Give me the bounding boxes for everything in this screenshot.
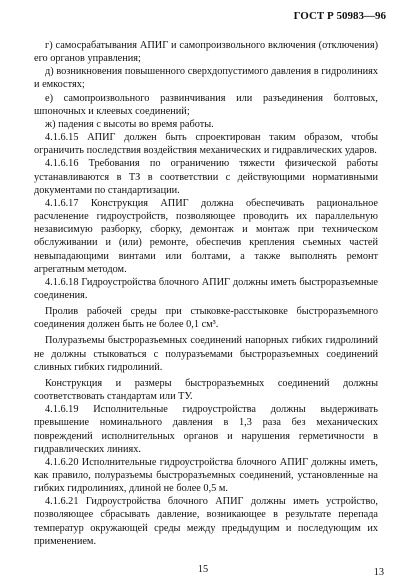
list-item-e: е) самопроизвольного развинчивания или разъединения болтовых, шпоночных и клеевых соединений; <box>34 92 378 117</box>
clause-4-1-6-18: 4.1.6.18 Гидроустройства блочного АПИГ должны иметь быстроразъемные соединения. <box>34 276 378 301</box>
page-number-center: 15 <box>197 564 209 575</box>
clause-4-1-6-15: 4.1.6.15 АПИГ должен быть спроектирован таким образом, чтобы ограничить последствия воздействия механических и гидравлических ударов. <box>34 132 378 157</box>
list-item-d: д) возникновения повышенного сверхдопустимого давления в гидролиниях и емкостях; <box>34 66 378 91</box>
paragraph-half-couplings: Полуразъемы быстроразъемных соединений напорных гибких гидролиний не должны стыковаться с полуразъемами быстроразъемных соединений сливных гибких гидролиний. <box>34 335 378 373</box>
document-body <box>34 39 378 548</box>
page-number-right: 13 <box>373 567 384 578</box>
clause-4-1-6-20: 4.1.6.20 Исполнительные гидроустройства блочного АПИГ должны иметь, как правило, полуразъемы быстроразъемных соединений, установленные на гибких гидролиниях, длиной не более 0,5 м. <box>34 456 378 495</box>
paragraph-design-dimensions: Конструкция и размеры быстроразъемных соединений должны соответствовать стандартам или ТУ. <box>34 377 378 403</box>
clause-4-1-6-21: 4.1.6.21 Гидроустройства блочного АПИГ должны иметь устройство, позволяющее сбрасывать давление, возникающее в результате перепада температур окружающей среды между предыдущим и последующим их применением. <box>34 496 378 547</box>
clause-4-1-6-17: 4.1.6.17 Конструкция АПИГ должна обеспечивать рациональное расчленение гидроустройств, позволяющее проводить их параллельную независимую разборку, сборку, демонтаж и монтаж при техническом обслуживании и (или) ремонте, обеспечив крепления съемных частей невыпадающими винтами или болтами, а также выполнять ремонт агрегатным методом. <box>34 197 378 275</box>
document-id-header: ГОСТ Р 50983—96 <box>293 10 386 22</box>
list-item-g: г) самосрабатывания АПИГ и самопроизвольного включения (отключения) его органов управления; <box>34 40 378 65</box>
paragraph-spill-limit: Пролив рабочей среды при стыковке-расстыковке быстроразъемного соединения должен быть не более 0,1 см³. <box>34 306 378 331</box>
clause-4-1-6-16: 4.1.6.16 Требования по ограничению тяжести физической работы устанавливаются в ТЗ в соответствии с действующими нормативными документами по стандартизации. <box>34 158 378 196</box>
clause-4-1-6-19: 4.1.6.19 Исполнительные гидроустройства должны выдерживать превышение номинального давления в 1,3 раза без механических повреждений исполнительных органов и нарушения герметичности в гидравлических линиях. <box>34 404 378 455</box>
list-item-zh: ж) падения с высоты во время работы. <box>45 118 214 130</box>
